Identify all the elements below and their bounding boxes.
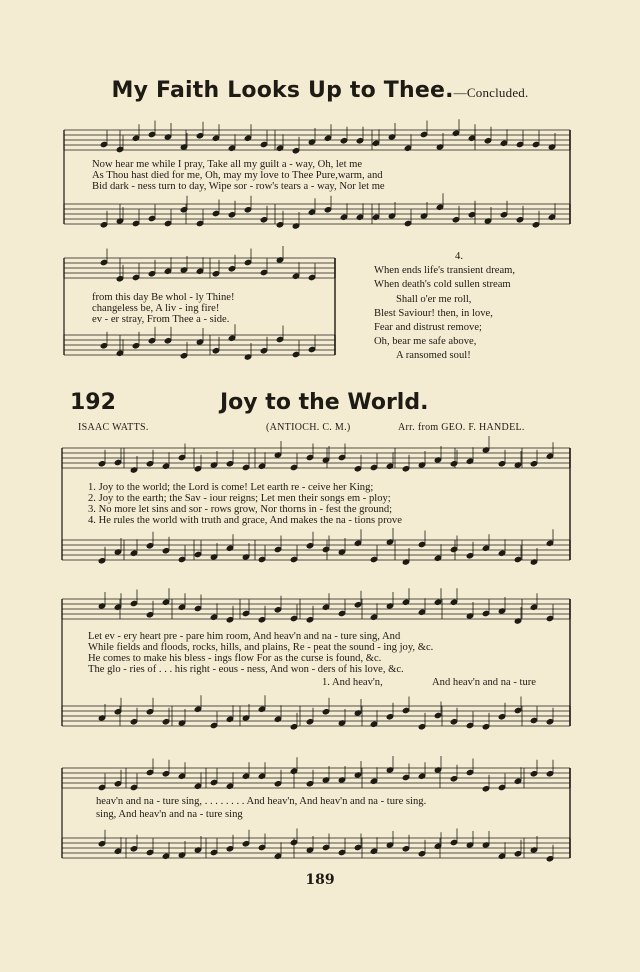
verse4-line-2: When death's cold sullen stream bbox=[374, 279, 511, 291]
hymn1-system2-lyric-3: ev - er stray, From Thee a - side. bbox=[92, 314, 230, 325]
hymn2-system3-lyric-1: heav'n and na - ture sing, . . . . . . . . And heav'n, And heav'n and na - ture sing. bbox=[96, 796, 427, 807]
hymn2-system1-lyric-1: 1. Joy to the world; the Lord is come! Let earth re - ceive her King; bbox=[88, 482, 374, 493]
hymn2-tune: (ANTIOCH. C. M.) bbox=[266, 422, 351, 433]
hymn2-system2-lyric-1: Let ev - ery heart pre - pare him room, And heav'n and na - ture sing, And bbox=[88, 631, 401, 642]
hymn2-system2-lyric-4: The glo - ries of . . . his right - eous - ness, And won - ders of his love, &c. bbox=[88, 664, 404, 675]
hymn1-system2-lyric-2: changeless be, A liv - ing fire! bbox=[92, 303, 220, 314]
verse4-line-7: A ransomed soul! bbox=[396, 350, 471, 362]
hymn2-author: ISAAC WATTS. bbox=[78, 422, 149, 433]
hymn2-system2-bass-lyric-b: And heav'n and na - ture bbox=[432, 677, 536, 688]
hymn2-system1-lyric-2: 2. Joy to the earth; the Sav - iour reigns; Let men their songs em - ploy; bbox=[88, 493, 391, 504]
hymn2-number: 192 bbox=[70, 390, 116, 415]
verse4-line-4: Blest Saviour! then, in love, bbox=[374, 307, 493, 319]
hymn1-title: My Faith Looks Up to Thee.—Concluded. bbox=[111, 78, 529, 103]
hymn2-arranger: Arr. from GEO. F. HANDEL. bbox=[398, 422, 525, 433]
hymn2-system2-lyric-3: He comes to make his bless - ings flow For as the curse is found, &c. bbox=[88, 653, 382, 664]
hymn1-system1-lyric-3: Bid dark - ness turn to day, Wipe sor - row's tears a - way, Nor let me bbox=[92, 181, 385, 192]
hymn1-subtitle: —Concluded. bbox=[453, 85, 529, 100]
hymn2-system1-lyric-3: 3. No more let sins and sor - rows grow, Nor thorns in - fest the ground; bbox=[88, 504, 393, 515]
hymn2-system2-lyric-2: While fields and floods, rocks, hills, and plains, Re - peat the sound - ing joy, &c. bbox=[88, 642, 434, 653]
hymn2-system3-lyric-2: sing, And heav'n and na - ture sing bbox=[96, 809, 243, 820]
page-number: 189 bbox=[305, 872, 335, 888]
verse4-number: 4. bbox=[455, 251, 463, 262]
hymn1-system1-lyric-2: As Thou hast died for me, Oh, may my love to Thee Pure,warm, and bbox=[92, 170, 383, 181]
verse4-line-1: When ends life's transient dream, bbox=[374, 265, 516, 277]
verse4-line-6: Oh, bear me safe above, bbox=[374, 336, 477, 348]
hymn2-system2-bass-lyric-a: 1. And heav'n, bbox=[322, 677, 383, 688]
hymn1-verse4 bbox=[374, 250, 544, 364]
hymn1-system2-lyric-1: from this day Be whol - ly Thine! bbox=[92, 292, 235, 303]
hymn2-system1-lyric-4: 4. He rules the world with truth and grace, And makes the na - tions prove bbox=[88, 515, 402, 526]
verse4-line-3: Shall o'er me roll, bbox=[396, 293, 472, 305]
hymn2-title: Joy to the World. bbox=[220, 390, 429, 415]
hymn1-system1-lyric-1: Now hear me while I pray, Take all my guilt a - way, Oh, let me bbox=[92, 159, 363, 170]
verse4-line-5: Fear and distrust remove; bbox=[374, 322, 482, 334]
